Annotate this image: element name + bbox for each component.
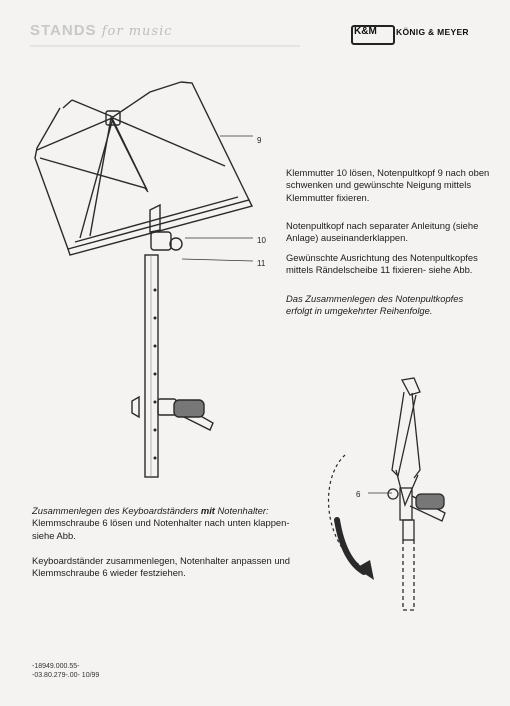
stands-logo-script: for music: [101, 24, 173, 39]
callout-6: 6: [356, 490, 361, 499]
km-logo: K&M: [354, 26, 377, 37]
stand-top-bar: [72, 82, 181, 117]
knurled-wheel-11: [170, 238, 182, 250]
fold-direction-arrow: [329, 455, 374, 580]
part-code-2: -03.80.279-.00- 10/99: [32, 672, 100, 679]
stand-ledge-inner: [75, 197, 238, 242]
instruction-open-head: Notenpultkopf nach separater Anleitung (siehe Anlage) auseinanderklappen.: [286, 220, 479, 244]
clamp-screw-knob: [132, 397, 139, 417]
instruction-unfold: Klemmutter 10 lösen, Notenpultkopf 9 nach oben schwenken und gewünschte Neigung mittels Klemmutter fixieren.: [286, 167, 490, 203]
callout-9: 9: [257, 136, 262, 145]
clamp-nut-10: [151, 232, 171, 250]
fold-heading-b: Notenhalter:: [214, 505, 269, 516]
bar-grip: [174, 400, 204, 417]
stand-left-arm: [35, 108, 68, 249]
fold-heading-rest: Klemmschraube 6 lösen und Notenhalter nach unten klappen- siehe Abb.: [32, 517, 290, 541]
folded-bar-grip: [416, 494, 444, 509]
folded-top-knob: [402, 378, 420, 395]
folded-clamp-6: [388, 489, 398, 499]
fold-heading-a: Zusammenlegen des Keyboardständers: [32, 505, 201, 516]
folded-tube-dashed: [403, 540, 414, 610]
folded-stand-illustration: [388, 378, 445, 610]
stand-brace-center: [90, 118, 147, 236]
stand-brace-right: [113, 118, 225, 166]
instruction-orientation: Gewünschte Ausrichtung des Notenpultkopfes mittels Rändelscheibe 11 fixieren- siehe Abb.: [286, 252, 478, 276]
stands-logo-text: STANDS: [30, 22, 97, 39]
instruction-reassemble: Keyboardständer zusammenlegen, Notenhalter anpassen und Klemmschraube 6 wieder festziehen.: [32, 555, 290, 579]
stand-tube: [145, 255, 158, 477]
callout-11: 11: [257, 259, 266, 268]
stand-left-tip: [63, 100, 72, 108]
stand-right-arm: [181, 82, 249, 200]
folded-head-left: [392, 392, 416, 476]
tube-holes: [154, 289, 157, 460]
fold-heading-bold: mit: [200, 505, 215, 516]
folded-tube-top: [403, 520, 414, 540]
part-code-1: -18949.000.55-: [32, 663, 80, 670]
brand-name: KÖNIG & MEYER: [396, 27, 469, 37]
instruction-fold-keyboard-stand: [32, 505, 302, 542]
callout-10: 10: [257, 236, 266, 245]
folded-head-right: [412, 393, 420, 478]
stand-brace-left: [37, 118, 147, 190]
instruction-fold-note: Das Zusammenlegen des Notenpultkopfes erfolgt in umgekehrter Reihenfolge.: [286, 293, 464, 317]
music-stand-illustration: [35, 82, 252, 477]
